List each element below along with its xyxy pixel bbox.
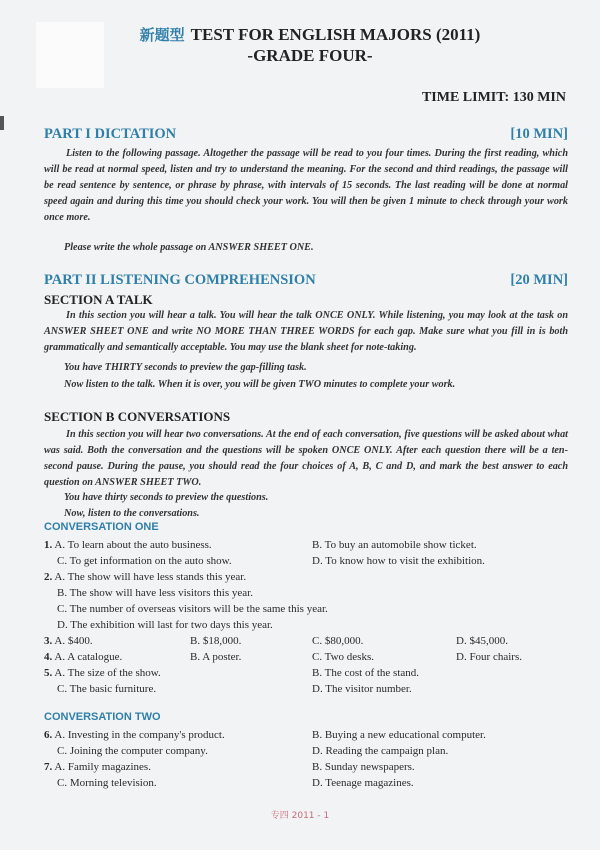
question-6-option-b: B. Buying a new educational computer. bbox=[312, 729, 486, 741]
question-2-option-a: 2. A. The show will have less stands this year. bbox=[44, 571, 247, 583]
exam-subtitle: -GRADE FOUR- bbox=[247, 46, 373, 65]
question-3-option-a: 3. A. $400. bbox=[44, 635, 93, 647]
part1-heading bbox=[44, 126, 568, 143]
question-1-option-d: D. To know how to visit the exhibition. bbox=[312, 555, 485, 567]
part1-instructions: Listen to the following passage. Altogether the passage will be read to you four times. During the first reading, which will be read at normal speed, listen and try to understand the meaning. For the second and third readings, the passage will be read sentence by sentence, or phrase by phrase, with intervals of 15 seconds. The last reading will be done at normal speed again and during this time you should check your work. You will then be given 1 minute to check through your work once more. bbox=[44, 148, 568, 223]
question-4-option-d: D. Four chairs. bbox=[456, 651, 522, 663]
part1-title: PART I DICTATION bbox=[44, 126, 177, 142]
question-3-option-c: C. $80,000. bbox=[312, 635, 364, 647]
section-b-listen: Now, listen to the conversations. bbox=[64, 508, 200, 519]
question-2-option-d: D. The exhibition will last for two days this year. bbox=[57, 619, 273, 631]
binding-edge-mark bbox=[0, 116, 4, 130]
section-a-instructions: In this section you will hear a talk. You will hear the talk ONCE ONLY. While listening, you may look at the task on ANSWER SHEET ONE and write NO MORE THAN THREE WORDS for each gap. Make sure what you fill in is both grammatically and semantically acceptable. You may use the blank sheet for note-taking. bbox=[44, 310, 568, 353]
question-3-option-b: B. $18,000. bbox=[190, 635, 242, 647]
time-limit: TIME LIMIT: 130 MIN bbox=[421, 90, 566, 105]
question-2-option-b: B. The show will have less visitors this year. bbox=[57, 587, 253, 599]
new-format-label: 新题型 bbox=[139, 26, 185, 44]
exam-title bbox=[40, 24, 580, 45]
part2-heading bbox=[44, 272, 568, 289]
question-4-option-c: C. Two desks. bbox=[312, 651, 374, 663]
question-7-option-d: D. Teenage magazines. bbox=[312, 777, 414, 789]
question-5-option-d: D. The visitor number. bbox=[312, 683, 412, 695]
page-footer: 专四 2011 - 1 bbox=[270, 811, 330, 821]
question-1-option-b: B. To buy an automobile show ticket. bbox=[312, 539, 477, 551]
part1-note: Please write the whole passage on ANSWER SHEET ONE. bbox=[64, 242, 314, 253]
section-b-preview: You have thirty seconds to preview the questions. bbox=[64, 492, 269, 503]
section-a-listen: Now listen to the talk. When it is over, you will be given TWO minutes to complete your work. bbox=[64, 379, 456, 390]
question-5-option-b: B. The cost of the stand. bbox=[312, 667, 420, 679]
section-b-title: SECTION B CONVERSATIONS bbox=[44, 409, 231, 424]
part1-time: [10 MIN] bbox=[510, 126, 568, 142]
question-6-option-d: D. Reading the campaign plan. bbox=[312, 745, 449, 757]
question-3-option-d: D. $45,000. bbox=[456, 635, 508, 647]
question-6-option-c: C. Joining the computer company. bbox=[57, 745, 208, 757]
section-a-preview: You have THIRTY seconds to preview the gap-filling task. bbox=[64, 362, 307, 373]
question-1-option-c: C. To get information on the auto show. bbox=[57, 555, 232, 567]
question-2-option-c: C. The number of overseas visitors will be the same this year. bbox=[57, 603, 328, 615]
section-a-title: SECTION A TALK bbox=[44, 292, 153, 307]
question-4-option-b: B. A poster. bbox=[190, 651, 242, 663]
question-7-option-b: B. Sunday newspapers. bbox=[312, 761, 415, 773]
exam-title-text: TEST FOR ENGLISH MAJORS (2011) bbox=[190, 25, 481, 44]
question-1-option-a: 1. A. To learn about the auto business. bbox=[44, 539, 212, 551]
conversation-two-label: CONVERSATION TWO bbox=[44, 711, 161, 723]
question-7-option-a: 7. A. Family magazines. bbox=[44, 761, 151, 773]
section-b-instructions: In this section you will hear two conversations. At the end of each conversation, five questions will be asked about what was said. Both the conversation and the questions will be spoken ONCE ONLY. After each question there will be a ten-second pause. During the pause, you should read the four choices of A, B, C and D, and mark the best answer to each question on ANSWER SHEET TWO. bbox=[44, 429, 568, 488]
part2-title: PART II LISTENING COMPREHENSION bbox=[44, 272, 316, 288]
question-5-option-c: C. The basic furniture. bbox=[57, 683, 157, 695]
conversation-one-label: CONVERSATION ONE bbox=[44, 521, 159, 533]
question-6-option-a: 6. A. Investing in the company's product. bbox=[44, 729, 225, 741]
part2-time: [20 MIN] bbox=[510, 272, 568, 288]
question-7-option-c: C. Morning television. bbox=[57, 777, 157, 789]
question-4-option-a: 4. A. A catalogue. bbox=[44, 651, 123, 663]
question-5-option-a: 5. A. The size of the show. bbox=[44, 667, 161, 679]
